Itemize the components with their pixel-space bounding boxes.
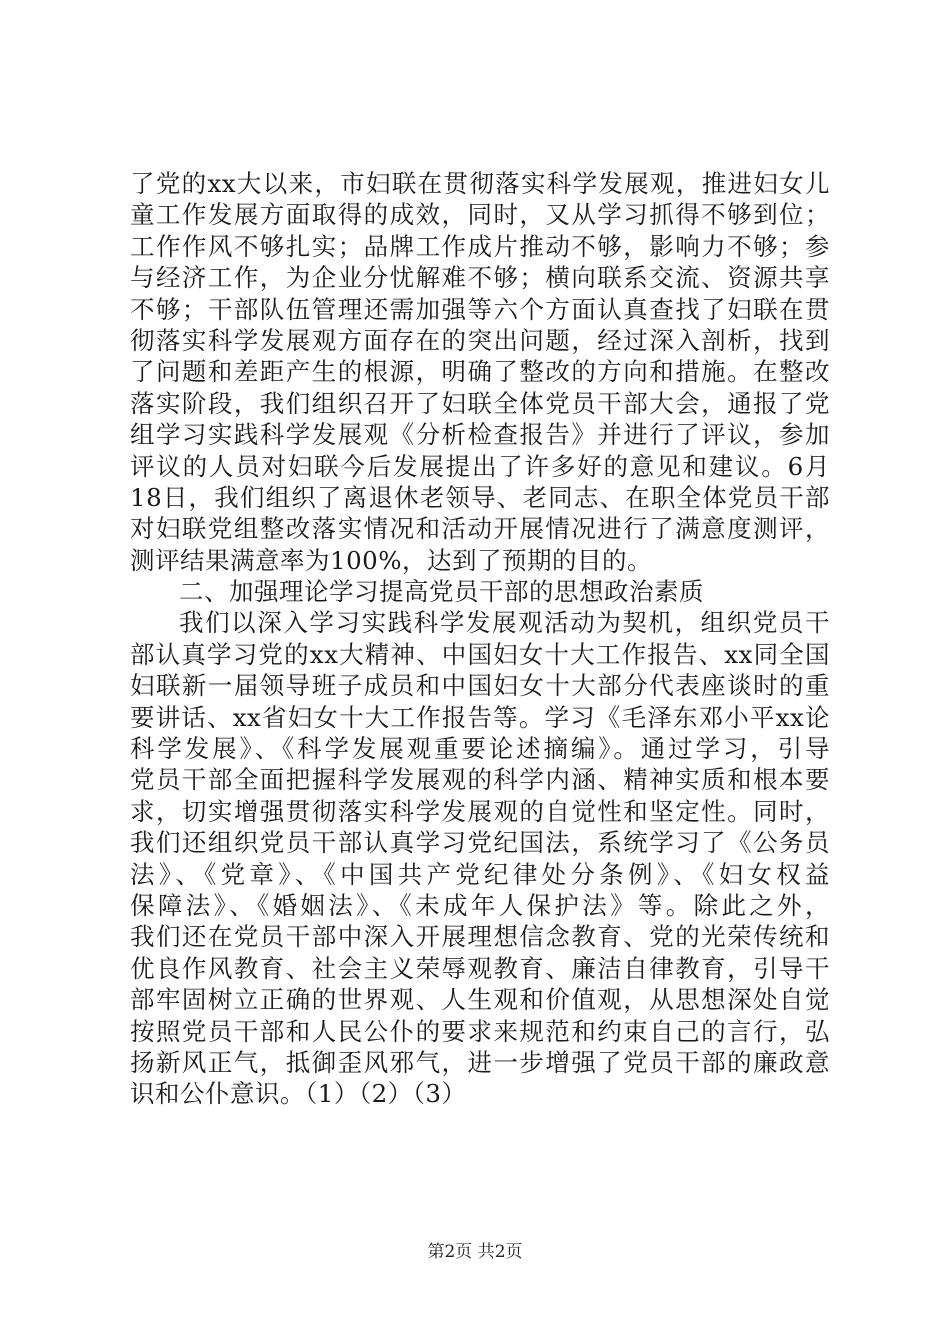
text-line: 我们以深入学习实践科学发展观活动为契机，组织党员干 bbox=[179, 608, 830, 638]
section-heading: 二、加强理论学习提高党员干部的思想政治素质 bbox=[179, 577, 704, 607]
document-body bbox=[130, 168, 830, 1110]
text-line: 童工作发展方面取得的成效，同时，又从学习抓得不够到位； bbox=[130, 200, 830, 230]
text-line: 18日，我们组织了离退休老领导、老同志、在职全体党员干部 bbox=[130, 482, 830, 512]
text-line: 按照党员干部和人民公仆的要求来规范和约束自己的言行，弘 bbox=[130, 1016, 830, 1046]
text-line: 科学发展》、《科学发展观重要论述摘编》。通过学习，引导 bbox=[130, 734, 830, 764]
text-line: 测评结果满意率为100%，达到了预期的目的。 bbox=[130, 545, 653, 575]
text-line: 法》、《党章》、《中国共产党纪律处分条例》、《妇女权益 bbox=[130, 859, 830, 889]
text-line: 要讲话、xx省妇女十大工作报告等。学习《毛泽东邓小平xx论 bbox=[130, 702, 830, 732]
text-line: 我们还在党员干部中深入开展理想信念教育、党的光荣传统和 bbox=[130, 922, 830, 952]
text-line: 扬新风正气，抵御歪风邪气，进一步增强了党员干部的廉政意 bbox=[130, 1047, 830, 1077]
text-line: 我们还组织党员干部认真学习党纪国法，系统学习了《公务员 bbox=[130, 828, 830, 858]
text-line: 评议的人员对妇联今后发展提出了许多好的意见和建议。6月 bbox=[130, 451, 830, 481]
text-line: 了问题和差距产生的根源，明确了整改的方向和措施。在整改 bbox=[130, 357, 830, 387]
text-line: 了党的xx大以来，市妇联在贯彻落实科学发展观，推进妇女儿 bbox=[130, 169, 830, 198]
text-line: 对妇联党组整改落实情况和活动开展情况进行了满意度测评， bbox=[130, 514, 830, 544]
text-line: 部认真学习党的xx大精神、中国妇女十大工作报告、xx同全国 bbox=[130, 639, 830, 669]
text-line: 落实阶段，我们组织召开了妇联全体党员干部大会，通报了党 bbox=[130, 388, 830, 418]
text-line: 识和公仆意识。（1）（2）（3） bbox=[130, 1079, 467, 1109]
text-line: 妇联新一届领导班子成员和中国妇女十大部分代表座谈时的重 bbox=[130, 671, 830, 701]
page-footer bbox=[0, 1241, 950, 1263]
text-line: 彻落实科学发展观方面存在的突出问题，经过深入剖析，找到 bbox=[130, 325, 830, 355]
page-number-label: 第2页 共2页 bbox=[427, 1242, 523, 1262]
text-line: 组学习实践科学发展观《分析检查报告》并进行了评议，参加 bbox=[130, 420, 830, 450]
text-line: 求，切实增强贯彻落实科学发展观的自觉性和坚定性。同时， bbox=[130, 796, 830, 826]
text-line: 工作作风不够扎实；品牌工作成片推动不够，影响力不够；参 bbox=[130, 231, 830, 261]
text-line: 优良作风教育、社会主义荣辱观教育、廉洁自律教育，引导干 bbox=[130, 953, 830, 983]
text-line: 部牢固树立正确的世界观、人生观和价值观，从思想深处自觉 bbox=[130, 985, 830, 1015]
text-line: 与经济工作，为企业分忧解难不够；横向联系交流、资源共享 bbox=[130, 263, 830, 293]
text-line: 保障法》、《婚姻法》、《未成年人保护法》等。除此之外， bbox=[130, 890, 830, 920]
text-line: 不够；干部队伍管理还需加强等六个方面认真查找了妇联在贯 bbox=[130, 294, 830, 324]
text-line: 党员干部全面把握科学发展观的科学内涵、精神实质和根本要 bbox=[130, 765, 830, 795]
